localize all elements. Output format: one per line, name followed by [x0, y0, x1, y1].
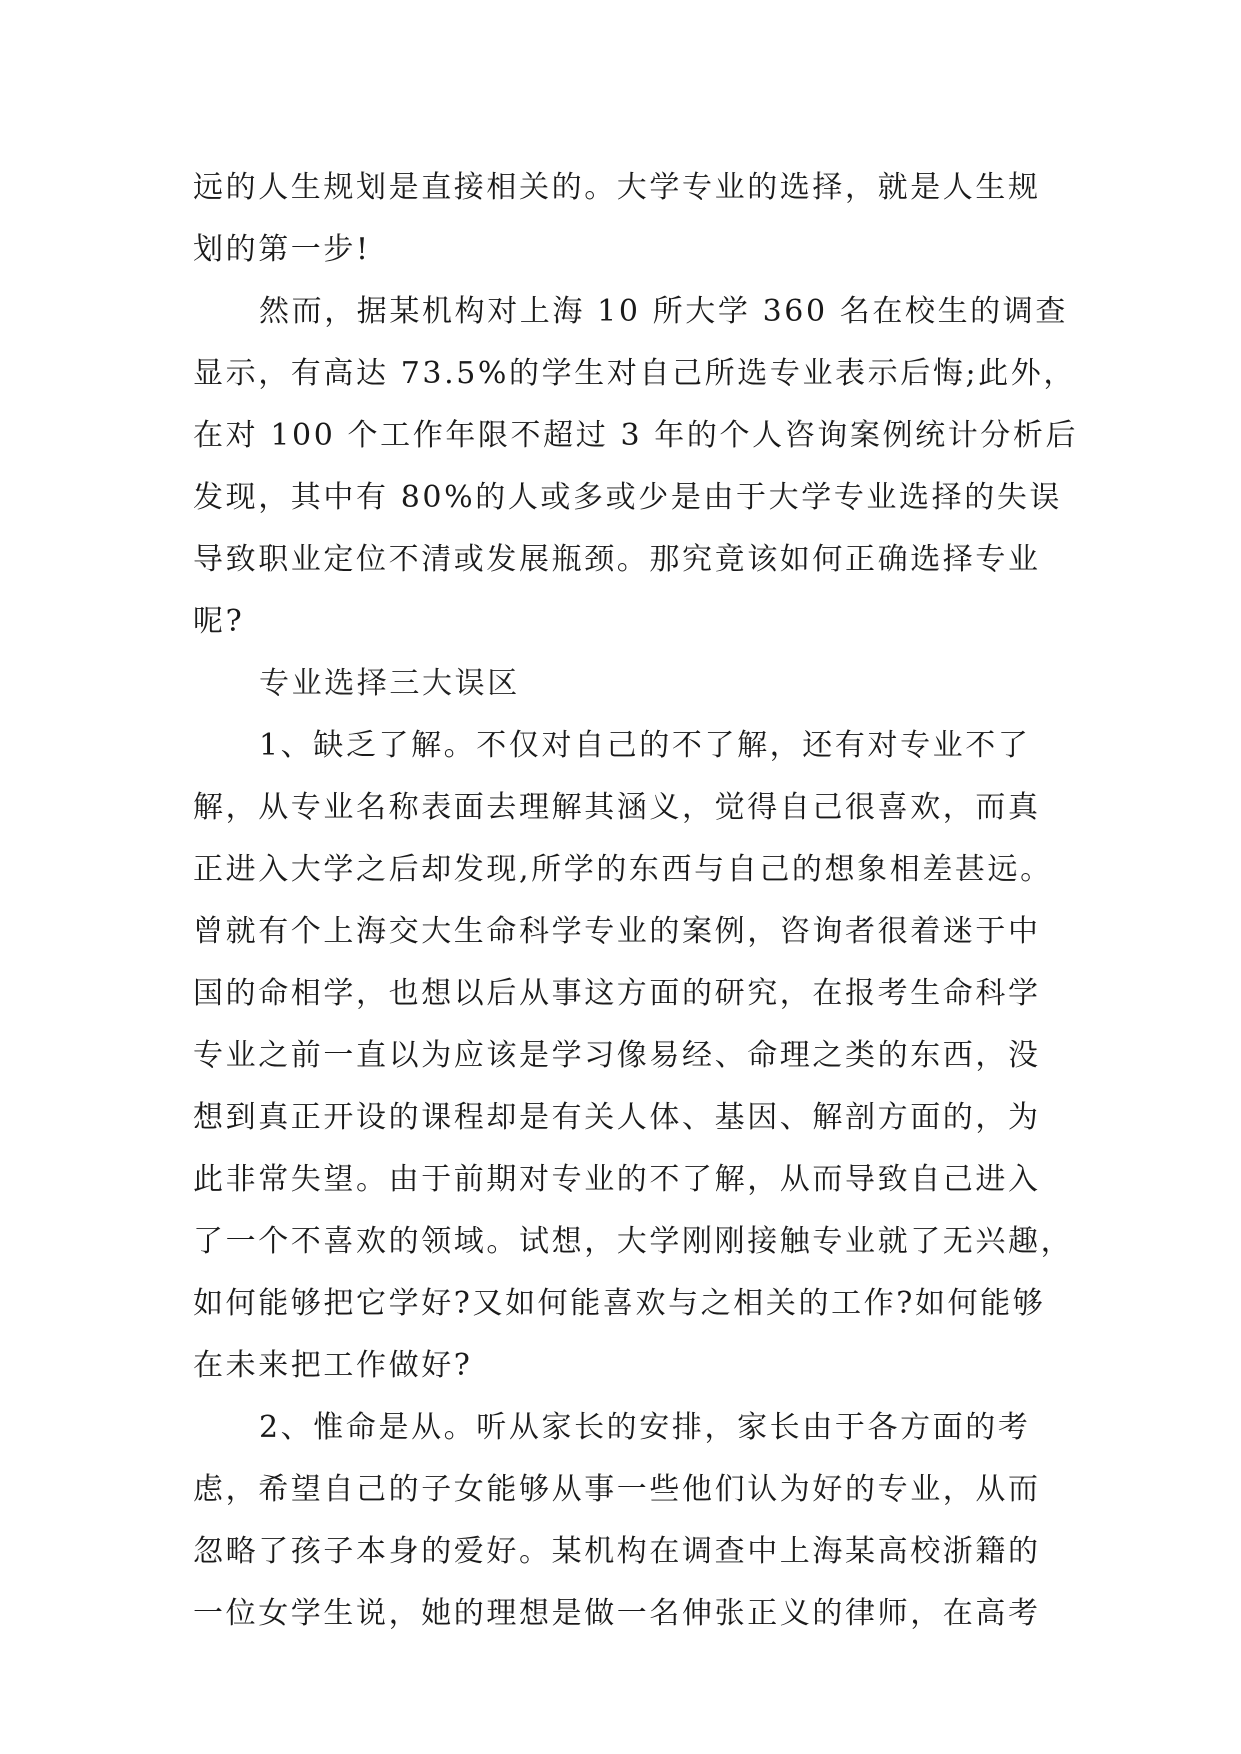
body-line: 远的人生规划是直接相关的。大学专业的选择，就是人生规 [193, 170, 1041, 205]
body-line: 曾就有个上海交大生命科学专业的案例，咨询者很着迷于中 [193, 914, 1041, 949]
section-heading: 专业选择三大误区 [259, 666, 520, 701]
body-line: 忽略了孩子本身的爱好。某机构在调查中上海某高校浙籍的 [193, 1534, 1041, 1569]
paragraph-start: 1、缺乏了解。不仅对自己的不了解，还有对专业不了 [259, 728, 1031, 763]
body-line: 专业之前一直以为应该是学习像易经、命理之类的东西，没 [193, 1038, 1041, 1073]
body-line: 正进入大学之后却发现,所学的东西与自己的想象相差甚远。 [193, 852, 1053, 887]
body-line: 如何能够把它学好?又如何能喜欢与之相关的工作?如何能够 [193, 1286, 1046, 1321]
body-line: 呢? [193, 604, 245, 639]
document-body [193, 157, 1079, 1645]
body-line: 显示，有高达 73.5%的学生对自己所选专业表示后悔;此外， [193, 356, 1076, 391]
paragraph-start: 然而，据某机构对上海 10 所大学 360 名在校生的调查 [259, 294, 1068, 329]
body-line: 了一个不喜欢的领域。试想，大学刚刚接触专业就了无兴趣， [193, 1224, 1074, 1259]
body-line: 在对 100 个工作年限不超过 3 年的个人咨询案例统计分析后 [193, 418, 1079, 453]
body-line: 一位女学生说，她的理想是做一名伸张正义的律师，在高考 [193, 1596, 1041, 1631]
body-line: 国的命相学，也想以后从事这方面的研究，在报考生命科学 [193, 976, 1041, 1011]
body-line: 虑，希望自己的子女能够从事一些他们认为好的专业，从而 [193, 1472, 1041, 1507]
body-line: 发现，其中有 80%的人或多或少是由于大学专业选择的失误 [193, 480, 1063, 515]
body-line: 此非常失望。由于前期对专业的不了解，从而导致自己进入 [193, 1162, 1041, 1197]
paragraph-start: 2、惟命是从。听从家长的安排，家长由于各方面的考 [259, 1410, 1031, 1445]
body-line: 想到真正开设的课程却是有关人体、基因、解剖方面的，为 [193, 1100, 1041, 1135]
body-line: 在未来把工作做好? [193, 1348, 473, 1383]
body-line: 解，从专业名称表面去理解其涵义，觉得自己很喜欢，而真 [193, 790, 1041, 825]
body-line: 划的第一步! [193, 232, 371, 267]
body-line: 导致职业定位不清或发展瓶颈。那究竟该如何正确选择专业 [193, 542, 1041, 577]
